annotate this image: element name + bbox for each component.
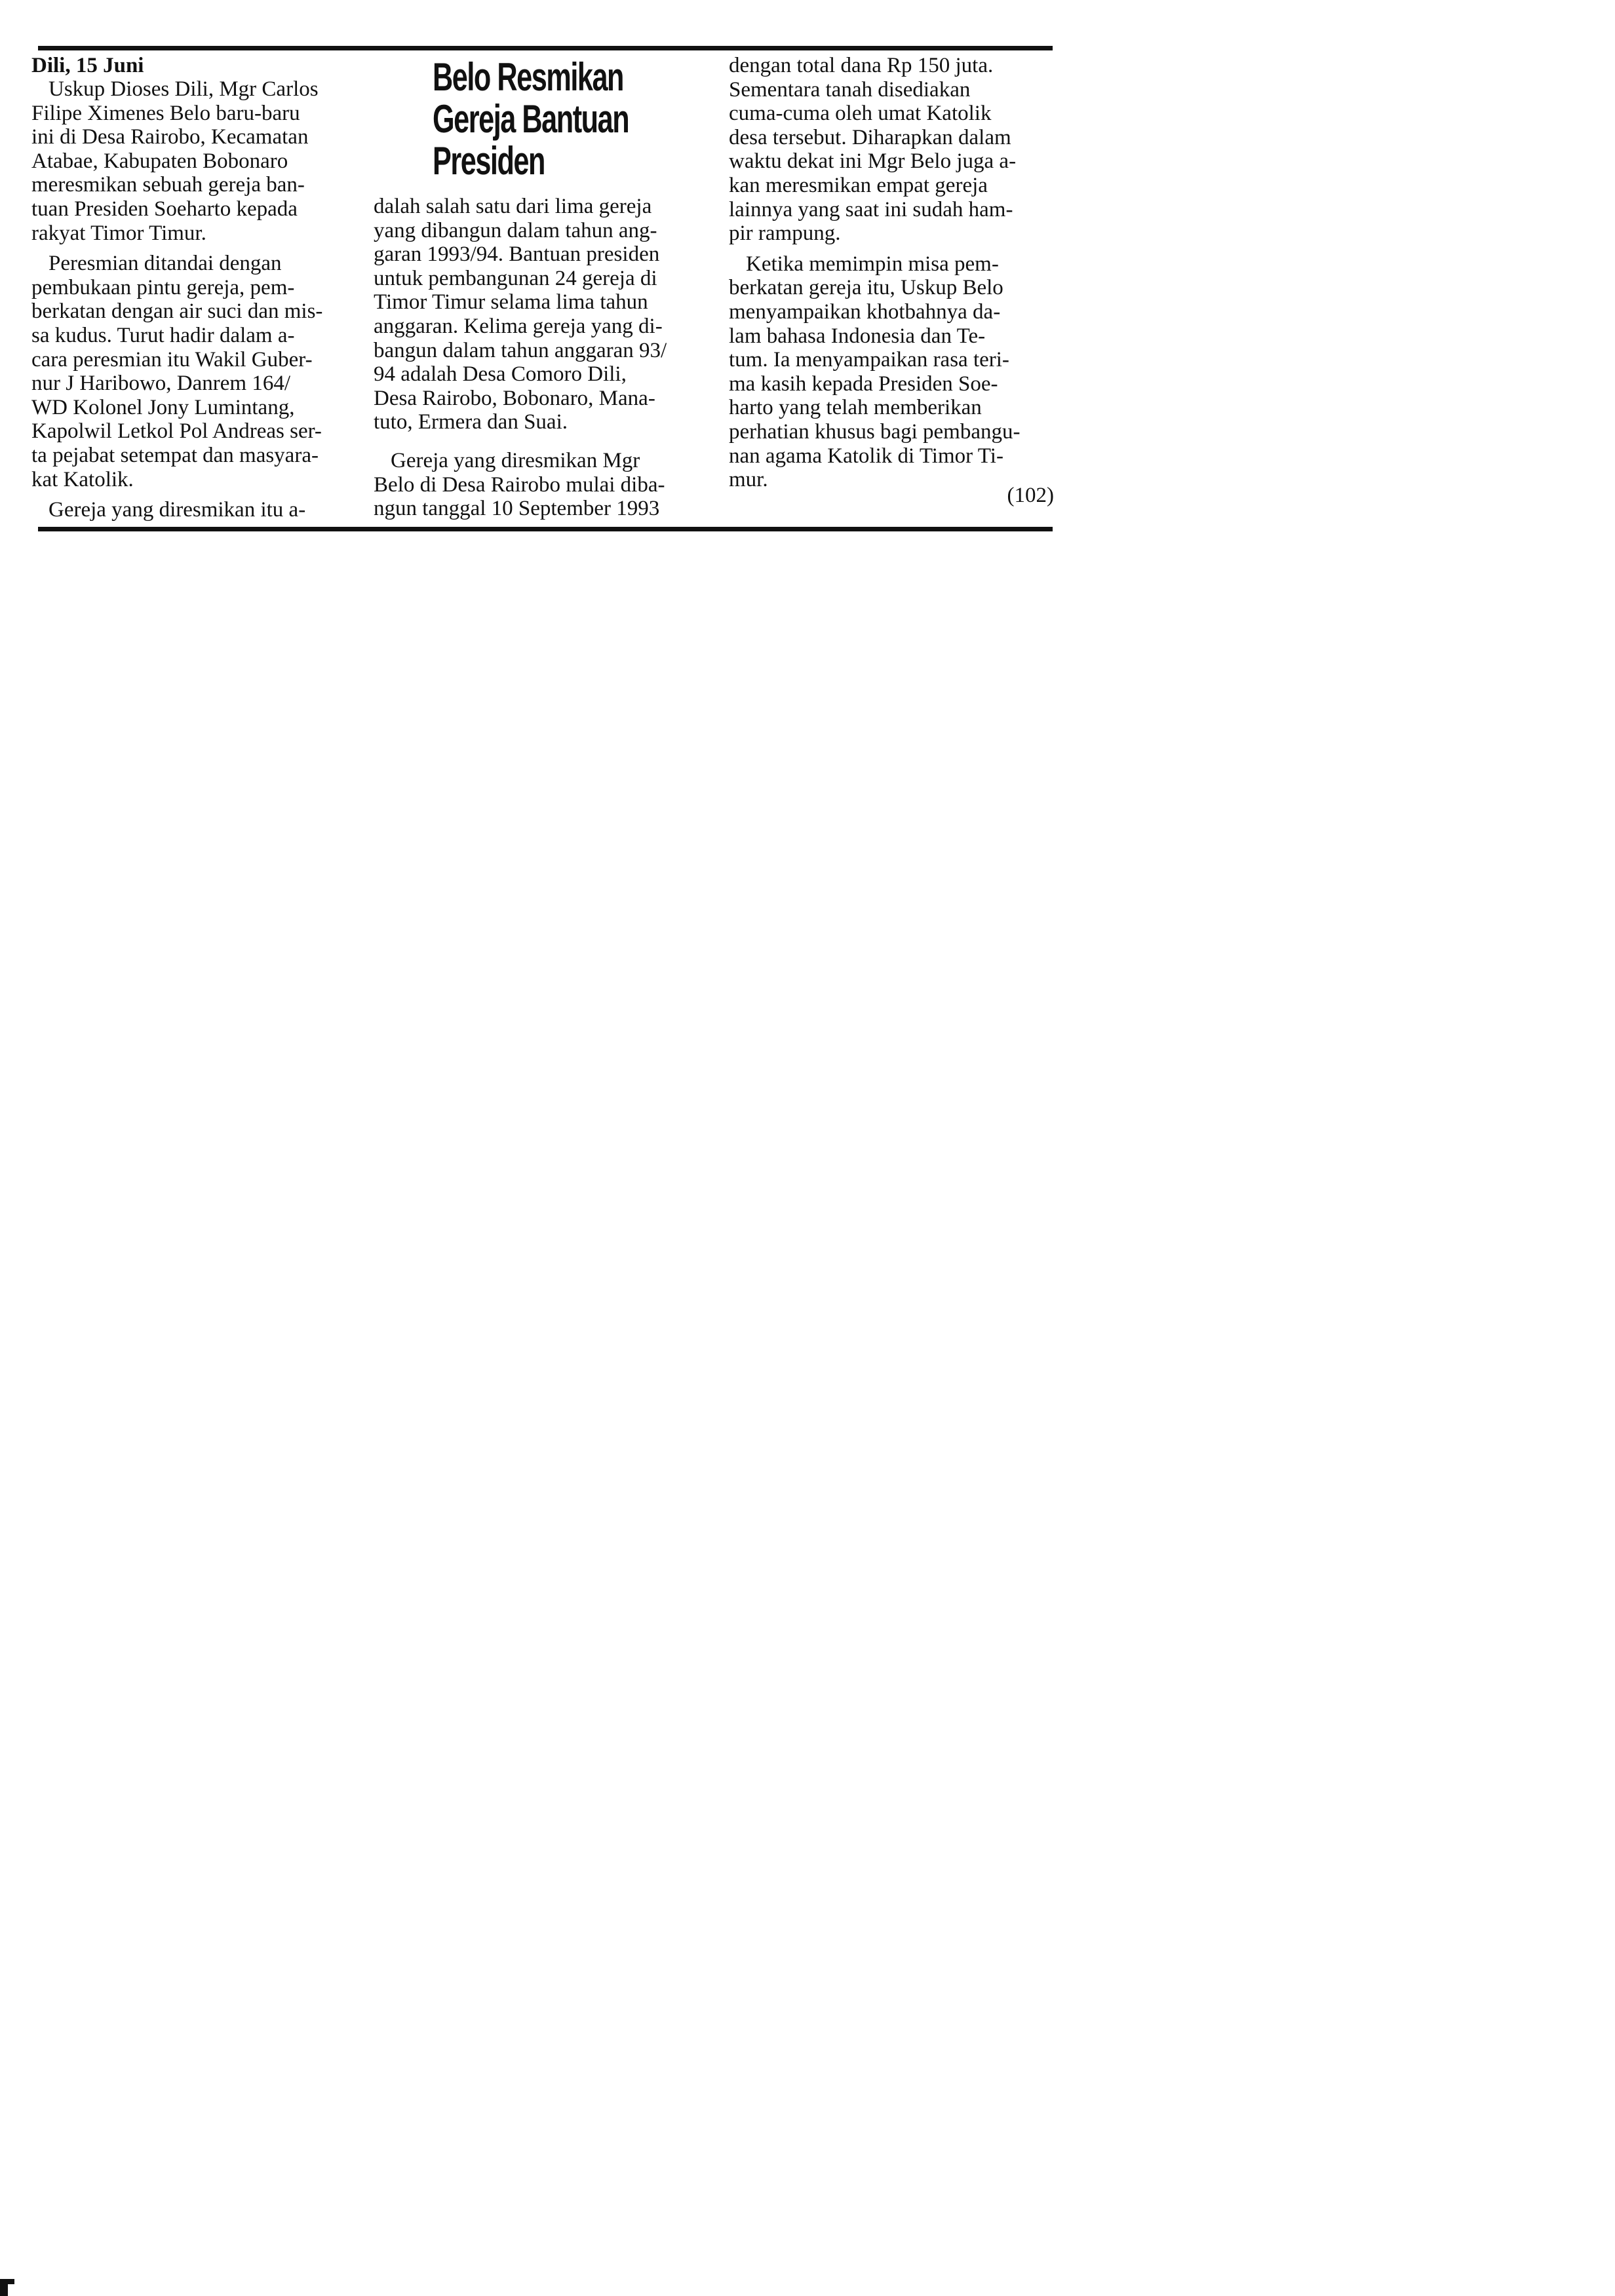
text-line: ini di Desa Rairobo, Kecamatan [31, 125, 309, 149]
text-line: pembukaan pintu gereja, pem- [31, 275, 295, 299]
paragraph [374, 449, 701, 521]
paragraph [31, 252, 357, 491]
text-line: dengan total dana Rp 150 juta. [729, 54, 994, 77]
dateline: Dili, 15 Juni [31, 54, 144, 77]
text-line: rakyat Timor Timur. [31, 221, 206, 245]
paragraph [31, 77, 357, 245]
text-line: cara peresmian itu Wakil Guber- [31, 347, 313, 372]
text-line: yang dibangun dalam tahun ang- [374, 218, 657, 242]
text-line: harto yang telah memberikan [729, 396, 982, 420]
text-line: Kapolwil Letkol Pol Andreas ser- [31, 419, 322, 444]
text-line: dalah salah satu dari lima gereja [374, 195, 652, 218]
text-line: Desa Rairobo, Bobonaro, Mana- [374, 386, 655, 410]
text-line: Gereja yang diresmikan itu a- [49, 498, 306, 522]
text-line: Filipe Ximenes Belo baru-baru [31, 101, 300, 125]
text-line: Gereja yang diresmikan Mgr [391, 448, 640, 472]
text-line: sa kudus. Turut hadir dalam a- [31, 323, 295, 347]
paragraph [729, 252, 1053, 492]
text-line: Sementara tanah disediakan [729, 77, 971, 102]
paragraph [374, 195, 701, 434]
top-rule [38, 46, 1053, 50]
text-line: Timor Timur selama lima tahun [374, 290, 648, 315]
headline [433, 55, 629, 183]
text-line: desa tersebut. Diharapkan dalam [729, 125, 1011, 149]
text-line: lam bahasa Indonesia dan Te- [729, 324, 986, 348]
headline-line: Gereja Bantuan [433, 97, 629, 141]
text-line: mur. [729, 468, 768, 492]
article-code: (102) [1007, 484, 1054, 507]
text-line: Atabae, Kabupaten Bobonaro [31, 149, 288, 173]
text-line: nan agama Katolik di Timor Ti- [729, 444, 1003, 468]
text-line: ngun tanggal 10 September 1993 [374, 497, 660, 521]
text-line: WD Kolonel Jony Lumintang, [31, 395, 295, 419]
text-line: kat Katolik. [31, 467, 134, 491]
text-line: berkatan dengan air suci dan mis- [31, 299, 323, 324]
paragraph [31, 498, 357, 522]
text-line: lainnya yang saat ini sudah ham- [729, 197, 1013, 221]
text-line: nur J Haribowo, Danrem 164/ [31, 372, 291, 396]
text-line: tum. Ia menyampaikan rasa teri- [729, 348, 1009, 372]
text-line: 94 adalah Desa Comoro Dili, [374, 362, 627, 387]
text-line: untuk pembangunan 24 gereja di [374, 266, 657, 290]
text-line: Belo di Desa Rairobo mulai diba- [374, 472, 665, 497]
text-line: ma kasih kepada Presiden Soe- [729, 372, 998, 396]
scan-corner-mark-arm [0, 2279, 14, 2284]
text-line: anggaran. Kelima gereja yang di- [374, 314, 663, 338]
text-line: ta pejabat setempat dan masyara- [31, 443, 319, 467]
text-line: meresmikan sebuah gereja ban- [31, 173, 305, 197]
text-line: tuto, Ermera dan Suai. [374, 410, 568, 434]
column-1 [31, 54, 357, 522]
text-line: Peresmian ditandai dengan [49, 252, 282, 276]
text-line: garan 1993/94. Bantuan presiden [374, 242, 660, 267]
text-line: berkatan gereja itu, Uskup Belo [729, 276, 1003, 300]
paragraph [729, 54, 1053, 246]
headline-line: Belo Resmikan [433, 55, 624, 99]
text-line: bangun dalam tahun anggaran 93/ [374, 338, 667, 362]
text-line: tuan Presiden Soeharto kepada [31, 197, 298, 221]
text-line: pir rampung. [729, 221, 841, 246]
column-3 [729, 54, 1053, 492]
text-line: kan meresmikan empat gereja [729, 173, 988, 197]
text-line: waktu dekat ini Mgr Belo juga a- [729, 149, 1017, 174]
text-line: perhatian khusus bagi pembangu- [729, 419, 1021, 444]
column-2 [374, 195, 701, 521]
text-line: Uskup Dioses Dili, Mgr Carlos [49, 77, 319, 101]
text-line: menyampaikan khotbahnya da- [729, 299, 1001, 324]
headline-line: Presiden [433, 139, 545, 183]
text-line: Ketika memimpin misa pem- [746, 252, 999, 276]
bottom-rule [38, 527, 1053, 531]
text-line: cuma-cuma oleh umat Katolik [729, 102, 992, 126]
